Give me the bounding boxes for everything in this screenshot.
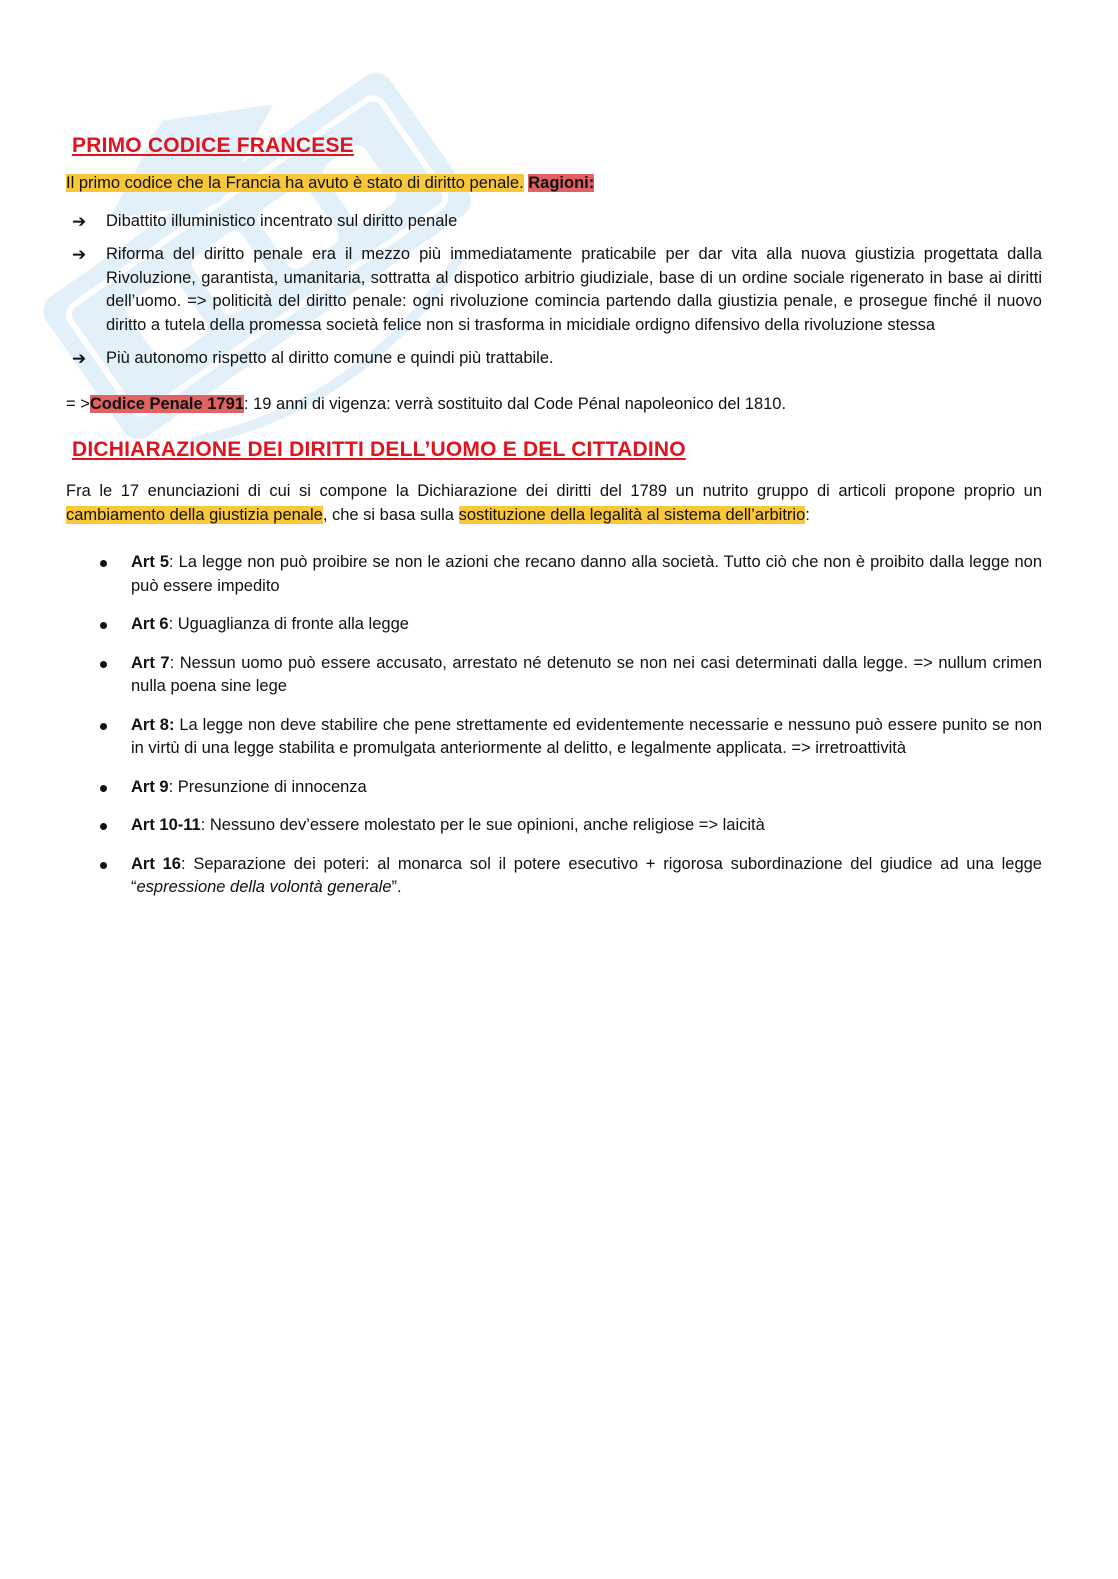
list-item: Art 9: Presunzione di innocenza	[66, 776, 1042, 800]
list-item: Art 7: Nessun uomo può essere accusato, arrestato né detenuto se non nei casi determinati dalla legge. => nullum crimen nulla poena sine lege	[66, 652, 1042, 699]
ragioni-label: Ragioni:	[528, 174, 595, 192]
bullet-icon	[100, 785, 107, 792]
bullet-icon	[100, 622, 107, 629]
reasons-list	[66, 210, 1042, 371]
arrow-icon: ➔	[72, 211, 87, 231]
list-item: Art 10-11: Nessuno dev’essere molestato per le sue opinioni, anche religiose => laicità	[66, 814, 1042, 838]
list-item: ➔ Più autonomo rispetto al diritto comune e quindi più trattabile.	[66, 347, 1042, 371]
intro-highlight: Il primo codice che la Francia ha avuto è stato di diritto penale.	[66, 174, 524, 192]
highlight-sostituzione: sostituzione della legalità al sistema dell’arbitrio	[458, 505, 806, 524]
articles-list	[66, 551, 1042, 900]
highlight-cambiamento: cambiamento della giustizia penale	[66, 505, 323, 524]
list-item: Art 16: Separazione dei poteri: al monarca sol il potere esecutivo + rigorosa subordinazione del giudice ad una legge “espressione della volontà generale”.	[66, 853, 1042, 900]
bullet-icon	[100, 560, 107, 567]
section-title-primo-codice: PRIMO CODICE FRANCESE	[72, 134, 354, 157]
section1-intro	[66, 172, 1042, 196]
section2-intro: Fra le 17 enunciazioni di cui si compone la Dichiarazione dei diritti del 1789 un nutrito gruppo di articoli propone proprio un cambiamento della giustizia penale, che si basa sulla sostituzione della legalità al sistema dell’arbitrio:	[66, 482, 1042, 524]
list-item: Art 8: La legge non deve stabilire che pene strettamente ed evidentemente necessarie e nessuno può essere punito se non in virtù di una legge stabilita e promulgata anteriormente al delitto, e legalmente applicata. => irretroattività	[66, 714, 1042, 761]
bullet-icon	[100, 723, 107, 730]
section-title-dichiarazione: DICHIARAZIONE DEI DIRITTI DELL’UOMO E DEL CITTADINO	[72, 438, 686, 461]
codice-penale-label: Codice Penale 1791	[89, 394, 244, 413]
list-item: ➔ Dibattito illuministico incentrato sul diritto penale	[66, 210, 1042, 234]
bullet-icon	[100, 862, 107, 869]
bullet-icon	[100, 661, 107, 668]
list-item: Art 5: La legge non può proibire se non le azioni che recano danno alla società. Tutto ciò che non è proibito dalla legge non può essere impedito	[66, 551, 1042, 598]
arrow-icon: ➔	[72, 245, 87, 264]
codice-penale-line: = >Codice Penale 1791: 19 anni di vigenza: verrà sostituito dal Code Pénal napoleonico del 1810.	[66, 394, 787, 413]
list-item: ➔ Riforma del diritto penale era il mezzo più immediatamente praticabile per dar vita alla nuova giustizia progettata dalla Rivoluzione, garantista, umanitaria, sottratta al dispotico arbitrio giudiziale, base di un ordine sociale rigenerato in base ai diritti dell’uomo. => politicità del diritto penale: ogni rivoluzione comincia partendo dalla giustizia penale, e prosegue finché il nuovo diritto a tutela della promessa società felice non si trasforma in micidiale ordigno difensivo della rivoluzione stessa	[72, 245, 1042, 334]
document-content	[66, 118, 1042, 915]
bullet-icon	[100, 823, 107, 830]
list-item: Art 6: Uguaglianza di fronte alla legge	[66, 613, 1042, 637]
arrow-icon: ➔	[72, 349, 87, 368]
